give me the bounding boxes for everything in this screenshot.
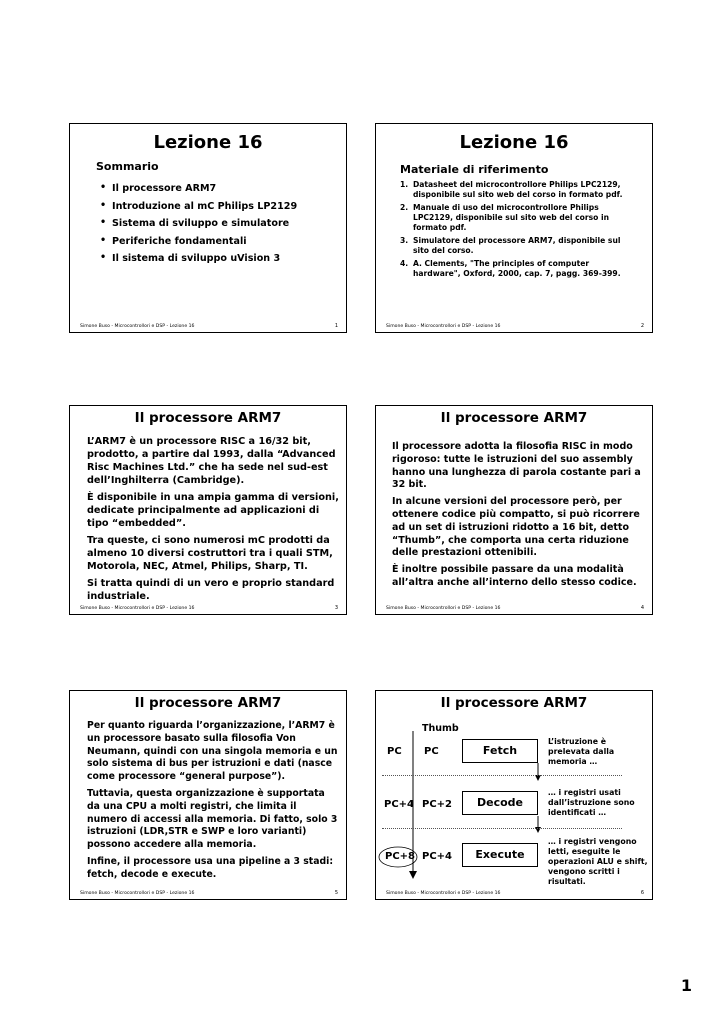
reference-item: 1. Datasheet del microcontrollore Philips LPC2129, disponibile sul sito web del corso in formato pdf. (400, 180, 623, 199)
bullet-item: • Il sistema di sviluppo uVision 3 (100, 253, 297, 264)
slide-body (87, 720, 339, 886)
slide-title: Il processore ARM7 (440, 410, 588, 426)
slide-footer (386, 606, 644, 611)
slide-page-number: 4 (640, 605, 644, 611)
footer-text: Simone Buso - Microcontrollori e DSP - Lezione 16 (80, 324, 195, 329)
bullet-item: • Introduzione al mC Philips LP2129 (100, 201, 297, 212)
footer-text: Simone Buso - Microcontrollori e DSP - Lezione 16 (386, 606, 501, 611)
bullet-item: • Periferiche fondamentali (100, 236, 297, 247)
pc-label: PC+8 (385, 851, 416, 862)
reference-item: 4. A. Clements, "The principles of computer hardware", Oxford, 2000, cap. 7, pagg. 369-399. (400, 259, 621, 278)
footer-text: Simone Buso - Microcontrollori e DSP - Lezione 16 (386, 324, 501, 329)
slide-6 (375, 690, 653, 900)
stage-note: L’istruzione è prelevata dalla memoria … (548, 737, 615, 766)
thumb-pc-label: PC (424, 746, 439, 757)
paragraph: Tra queste, ci sono numerosi mC prodotti da almeno 10 diversi costruttori tra i quali STM, Motorola, NEC, Atmel, Philips, Sharp, TI. (87, 535, 333, 572)
slide-body (87, 435, 339, 607)
thumb-pc-label: PC+2 (422, 799, 453, 810)
paragraph: In alcune versioni del processore però, per ottenere codice più compatto, si può ricorrere ad un set di istruzioni ridotto a 16 bit, detto “Thumb”, che comporta una certa riduzione delle prestazioni ottenibili. (392, 496, 640, 559)
paragraph: È inoltre possibile passare da una modalità all’altra anche all’interno dello stesso codice. (392, 564, 637, 588)
slide-page-number: 1 (334, 323, 338, 329)
paragraph: È disponibile in una ampia gamma di versioni, dedicate principalmente ad applicazioni di tipo “embedded”. (87, 492, 339, 529)
slide-2 (375, 123, 653, 333)
slide-3 (69, 405, 347, 615)
bullet-item: • Sistema di sviluppo e simulatore (100, 218, 297, 229)
slide-footer (386, 891, 644, 896)
decode-box: Decode (462, 791, 538, 815)
paragraph: Per quanto riguarda l’organizzazione, l’ARM7 è un processore basato sulla filosofia Von Neumann, quindi con una singola memoria e un solo sistema di bus per istruzioni e dati (nasce come processore “general purpose”). (87, 720, 338, 783)
bullet-item: • Il processore ARM7 (100, 183, 297, 194)
slide-title: Lezione 16 (459, 132, 569, 153)
slide-title: Lezione 16 (153, 132, 263, 153)
stage-note: … i registri usati dall’istruzione sono identificati … (548, 788, 635, 817)
reference-item: 3. Simulatore del processore ARM7, disponibile sul sito del corso. (400, 236, 621, 255)
slide-footer (80, 891, 338, 896)
slide-4 (375, 405, 653, 615)
slide-title: Il processore ARM7 (134, 695, 282, 711)
thumb-label: Thumb (422, 723, 459, 734)
paragraph: Infine, il processore usa una pipeline a 3 stadi: fetch, decode e execute. (87, 855, 334, 880)
slide-page-number: 5 (334, 890, 338, 896)
slide-title: Il processore ARM7 (440, 695, 588, 711)
fetch-box: Fetch (462, 739, 538, 763)
thumb-pc-label: PC+4 (422, 851, 453, 862)
footer-text: Simone Buso - Microcontrollori e DSP - Lezione 16 (80, 606, 195, 611)
slide-page-number: 3 (334, 605, 338, 611)
slide-body (392, 441, 644, 594)
slide-page-number: 2 (640, 323, 644, 329)
stage-divider (382, 775, 622, 776)
footer-text: Simone Buso - Microcontrollori e DSP - Lezione 16 (80, 891, 195, 896)
paragraph: Si tratta quindi di un vero e proprio standard industriale. (87, 578, 335, 602)
slide-footer (386, 324, 644, 329)
slide-subtitle: Materiale di riferimento (400, 163, 549, 176)
footer-text: Simone Buso - Microcontrollori e DSP - Lezione 16 (386, 891, 501, 896)
slide-1 (69, 123, 347, 333)
slide-page-number: 6 (640, 890, 644, 896)
stage-divider (382, 828, 622, 829)
page-number: 1 (680, 976, 692, 995)
execute-box: Execute (462, 843, 538, 867)
pc-label: PC+4 (384, 799, 415, 810)
reference-item: 2. Manuale di uso del microcontrollore Philips LPC2129, disponibile sul sito web del corso in formato pdf. (400, 203, 610, 232)
slide-footer (80, 324, 338, 329)
slide-5 (69, 690, 347, 900)
paragraph: Tuttavia, questa organizzazione è supportata da una CPU a molti registri, che limita il numero di accessi alla memoria. Di fatto, solo 3 istruzioni (LDR,STR e SWP e loro varianti) possono accedere alla memoria. (87, 787, 338, 851)
slide-footer (80, 606, 338, 611)
bullet-list (100, 183, 297, 271)
pc-label: PC (387, 746, 402, 757)
reference-list (400, 180, 636, 282)
paragraph: L’ARM7 è un processore RISC a 16/32 bit, prodotto, a partire dal 1993, dalla “Advanced Risc Machines Ltd.” che ha sede nel sud-est dell’Inghilterra (Cambridge). (87, 436, 336, 486)
slide-title: Il processore ARM7 (134, 410, 282, 426)
stage-note: … i registri vengono letti, eseguite le operazioni ALU e shift, vengono scritti i risultati. (548, 837, 648, 886)
slide-subtitle: Sommario (96, 160, 159, 173)
paragraph: Il processore adotta la filosofia RISC in modo rigoroso: tutte le istruzioni del suo assembly hanno una lunghezza di parola costante pari a 32 bit. (392, 441, 641, 491)
